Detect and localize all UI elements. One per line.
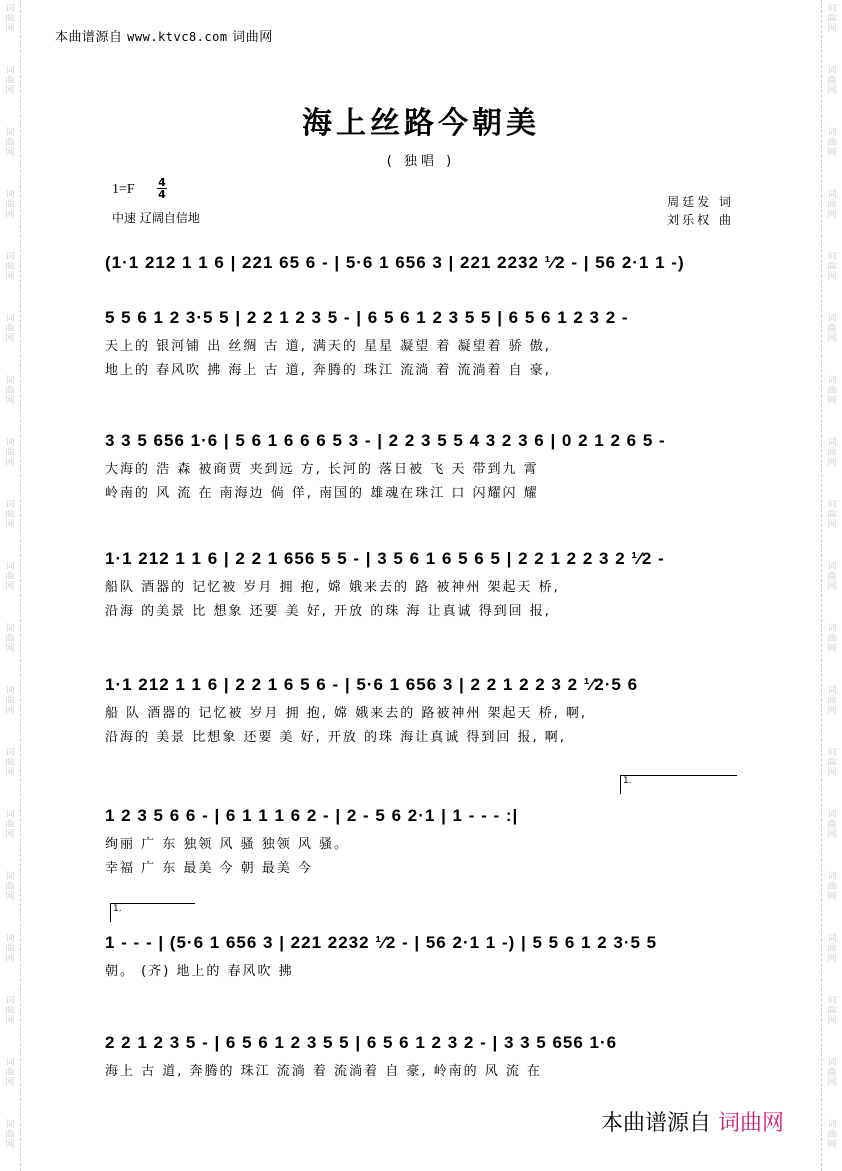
meter-bottom: 4: [158, 188, 166, 201]
score-system: [105, 305, 745, 378]
footer-source: [601, 1106, 784, 1137]
watermark-glyph: 词 曲 网: [827, 128, 837, 158]
key-signature: 1=F: [112, 182, 135, 197]
score-system: [105, 428, 745, 501]
watermark-glyph: 词 曲 网: [5, 252, 15, 282]
notation-line: 3 3 5 656 1·6 | 5 6 1 6 6 6 5 3 - | 2 2 3 5 5 4 3 2 3 6 | 0 2 1 2 6 5 -: [105, 431, 666, 450]
watermark-glyph: 词 曲 网: [5, 376, 15, 406]
first-ending-bracket: [620, 775, 737, 794]
volta-label-2: 1.: [113, 904, 122, 914]
lyric-line: 海上 古 道, 奔腾的 珠江 流淌 着 流淌着 自 豪, 岭南的 风 流 在: [105, 1064, 542, 1079]
lyric-line: 船 队 酒器的 记忆被 岁月 拥 抱, 嫦 娥来去的 路被神州 架起天 桥, 啊,: [105, 706, 587, 721]
header-prefix: 本曲谱源自: [55, 30, 123, 45]
watermark-glyph: 词 曲 网: [5, 438, 15, 468]
watermark-glyph: 词 曲 网: [827, 252, 837, 282]
watermark-glyph: 词 曲 网: [827, 996, 837, 1026]
watermark-glyph: 词 曲 网: [827, 624, 837, 654]
watermark-glyph: 词 曲 网: [5, 500, 15, 530]
lyric-line: 朝。 (齐) 地上的 春风吹 拂: [105, 964, 294, 979]
watermark-glyph: 词 曲 网: [827, 190, 837, 220]
first-ending-bracket-2: [110, 903, 195, 922]
notation-line: 1·1 212 1 1 6 | 2 2 1 6 5 6 - | 5·6 1 656 3 | 2 2 1 2 2 3 2 ¹⁄2·5 6: [105, 675, 639, 694]
score-system: [105, 672, 745, 745]
watermark-glyph: 词 曲 网: [827, 438, 837, 468]
header-site-link[interactable]: www.ktvc8.com: [127, 30, 228, 44]
lyric-line: 大海的 浩 森 被商贾 夹到远 方, 长河的 落日被 飞 天 带到九 霄: [105, 462, 539, 477]
tempo-marking: 中速 辽阔自信地: [112, 211, 200, 225]
footer-brand: 词曲网: [717, 1111, 784, 1136]
watermark-glyph: 词 曲 网: [827, 686, 837, 716]
watermark-glyph: 词 曲 网: [827, 748, 837, 778]
meter-top: 4: [158, 176, 166, 189]
watermark-glyph: 词 曲 网: [827, 810, 837, 840]
watermark-glyph: 词 曲 网: [827, 4, 837, 34]
watermark-glyph: 词 曲 网: [827, 66, 837, 96]
source-header: [55, 26, 273, 45]
lyric-line: 岭南的 风 流 在 南海边 倘 佯, 南国的 雄魂在珠江 口 闪耀闪 耀: [105, 486, 539, 501]
watermark-glyph: 词 曲 网: [5, 686, 15, 716]
watermark-glyph: 词 曲 网: [827, 872, 837, 902]
composer-credit: 刘乐权 曲: [667, 213, 734, 227]
notation-line: 1 - - - | (5·6 1 656 3 | 221 2232 ¹⁄2 - | 56 2·1 1 -) | 5 5 6 1 2 3·5 5: [105, 933, 658, 952]
watermark-glyph: 词 曲 网: [5, 1058, 15, 1088]
watermark-glyph: 词 曲 网: [5, 624, 15, 654]
watermark-glyph: 词 曲 网: [5, 190, 15, 220]
song-title: 海上丝路今朝美: [302, 106, 540, 141]
watermark-glyph: 词 曲 网: [5, 810, 15, 840]
notation-line: 5 5 6 1 2 3·5 5 | 2 2 1 2 3 5 - | 6 5 6 1 2 3 5 5 | 6 5 6 1 2 3 2 -: [105, 308, 629, 327]
lyric-line: 绚丽 广 东 独领 风 骚 独领 风 骚。: [105, 837, 350, 852]
watermark-glyph: 词 曲 网: [827, 562, 837, 592]
lyric-line: 幸福 广 东 最美 今 朝 最美 今: [105, 861, 313, 876]
watermark-glyph: 词 曲 网: [827, 376, 837, 406]
watermark-glyph: 词 曲 网: [827, 1058, 837, 1088]
watermark-glyph: 词 曲 网: [5, 1120, 15, 1150]
score-system: [105, 1030, 745, 1100]
notation-line: 1 2 3 5 6 6 - | 6 1 1 1 6 2 - | 2 - 5 6 2·1 | 1 - - - :|: [105, 806, 519, 825]
watermark-glyph: 词 曲 网: [5, 748, 15, 778]
score-system: [105, 546, 745, 619]
watermark-glyph: 词 曲 网: [5, 562, 15, 592]
watermark-glyph: 词 曲 网: [5, 934, 15, 964]
notation-line: (1·1 212 1 1 6 | 221 65 6 - | 5·6 1 656 3 | 221 2232 ¹⁄2 - | 56 2·1 1 -): [105, 253, 685, 272]
watermark-glyph: 词 曲 网: [5, 66, 15, 96]
lyric-line: 沿海 的美景 比 想象 还要 美 好, 开放 的珠 海 让真诚 得到回 报,: [105, 604, 551, 619]
notation-line: 2 2 1 2 3 5 - | 6 5 6 1 2 3 5 5 | 6 5 6 1 2 3 2 - | 3 3 5 656 1·6: [105, 1033, 618, 1052]
volta-label: 1.: [623, 776, 632, 786]
watermark-glyph: 词 曲 网: [827, 1120, 837, 1150]
lyric-line: 船队 酒器的 记忆被 岁月 拥 抱, 嫦 娥来去的 路 被神州 架起天 桥,: [105, 580, 560, 595]
watermark-glyph: 词 曲 网: [5, 872, 15, 902]
header-suffix: 词曲网: [232, 30, 273, 45]
watermark-glyph: 词 曲 网: [827, 500, 837, 530]
score-system: [105, 930, 745, 1000]
footer-prefix: 本曲谱源自: [600, 1111, 711, 1136]
watermark-glyph: 词 曲 网: [827, 314, 837, 344]
watermark-glyph: 词 曲 网: [5, 4, 15, 34]
watermark-glyph: 词 曲 网: [827, 934, 837, 964]
score-system: [105, 803, 745, 876]
lyric-line: 沿海的 美景 比想象 还要 美 好, 开放 的珠 海让真诚 得到回 报, 啊,: [105, 730, 566, 745]
lyricist-credit: 周廷发 词: [667, 195, 734, 209]
watermark-glyph: 词 曲 网: [5, 128, 15, 158]
lyric-line: 地上的 春风吹 拂 海上 古 道, 奔腾的 珠江 流淌 着 流淌着 自 豪,: [105, 363, 551, 378]
song-subtitle: ( 独唱 ): [386, 154, 456, 169]
time-signature: [157, 177, 167, 200]
watermark-glyph: 词 曲 网: [5, 996, 15, 1026]
lyric-line: 天上的 银河铺 出 丝绸 古 道, 满天的 星星 凝望 着 凝望着 骄 傲,: [105, 339, 551, 354]
watermark-glyph: 词 曲 网: [5, 314, 15, 344]
notation-line: 1·1 212 1 1 6 | 2 2 1 656 5 5 - | 3 5 6 1 6 5 6 5 | 2 2 1 2 2 3 2 ¹⁄2 -: [105, 549, 665, 568]
